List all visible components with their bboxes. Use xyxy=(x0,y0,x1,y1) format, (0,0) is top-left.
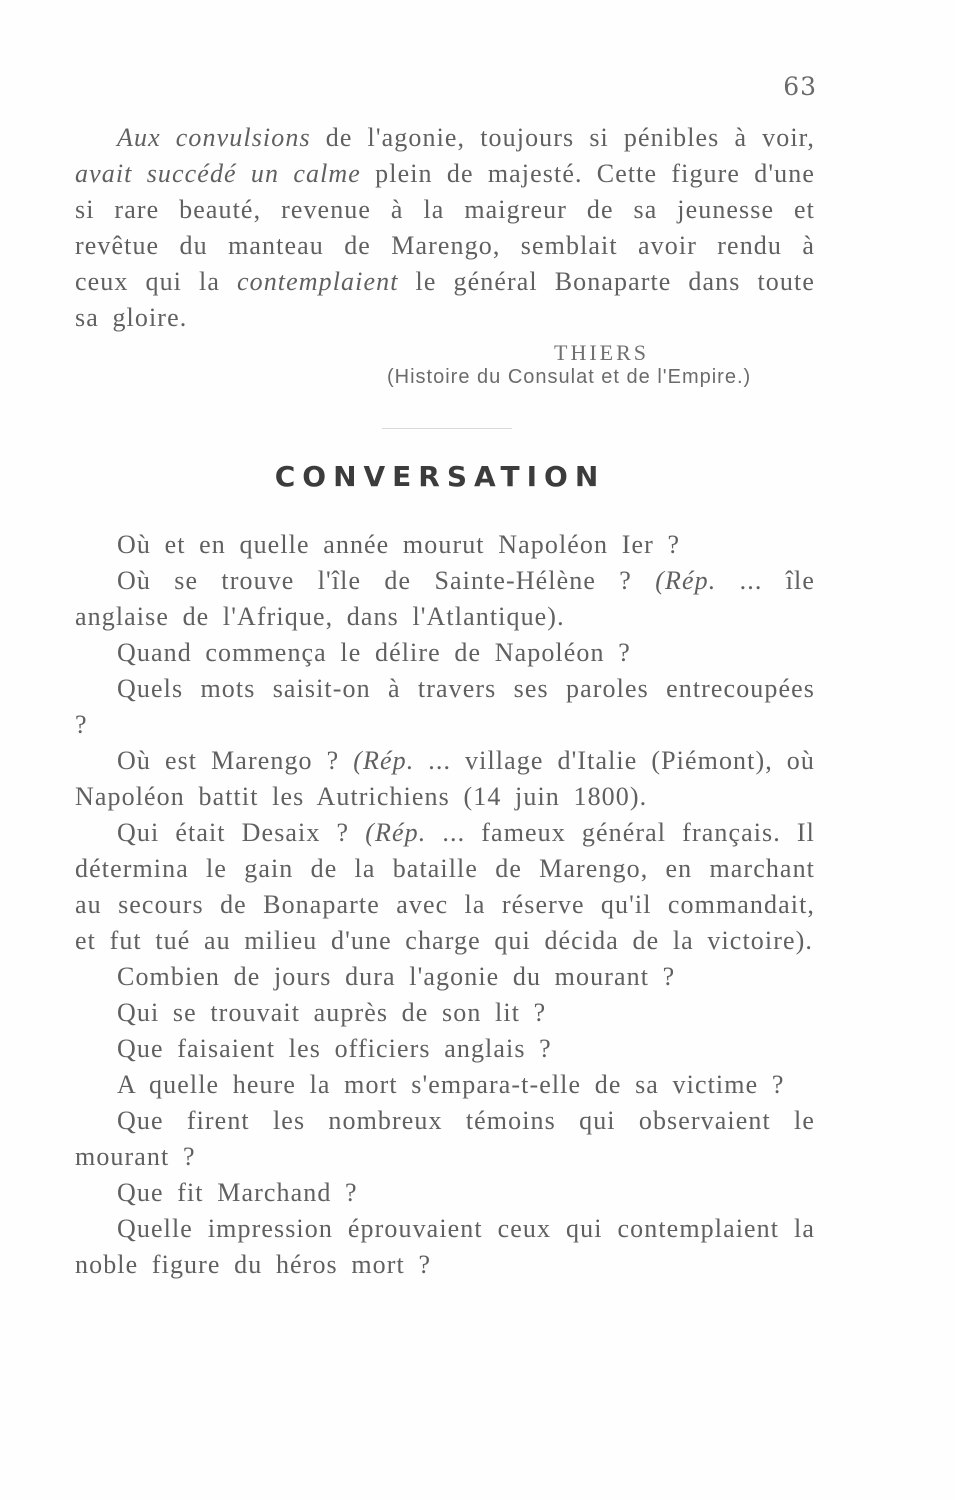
question-text: Qui était Desaix ? xyxy=(117,818,366,847)
quote-source: (Histoire du Consulat et de l'Empire.) xyxy=(387,366,752,388)
question xyxy=(75,563,815,635)
question xyxy=(75,1067,815,1103)
question-text: Où et en quelle année mourut Napoléon Ier ? xyxy=(117,530,681,559)
question xyxy=(75,527,815,563)
question-text: Que firent les nombreux témoins qui observaient le mourant ? xyxy=(75,1106,815,1171)
question xyxy=(75,995,815,1031)
answer-text: ... fameux général français. Il détermina le gain de la bataille de Marengo, en marchant au secours de Bonaparte avec la réserve qu'il commandait, et fut tué au milieu d'une charge qui décida de la victoire). xyxy=(75,818,816,955)
question-text: Qui se trouvait auprès de son lit ? xyxy=(117,998,547,1027)
section-divider xyxy=(382,428,512,429)
italic-phrase: contemplaient xyxy=(236,267,399,296)
question-text: Que fit Marchand ? xyxy=(117,1178,358,1207)
reponse-marker: (Rép. xyxy=(365,818,427,847)
question-text: Quels mots saisit-on à travers ses paroles entrecoupées ? xyxy=(75,674,815,739)
quotation-paragraph xyxy=(75,120,815,336)
italic-phrase: Aux convulsions xyxy=(117,123,311,152)
question-text: Où se trouve l'île de Sainte-Hélène ? xyxy=(117,566,656,595)
question xyxy=(75,1211,815,1283)
question xyxy=(75,959,815,995)
quote-text-segment: de l'agonie, toujours si pénibles à voir, xyxy=(310,123,815,152)
question xyxy=(75,1175,815,1211)
quote-author: THIERS xyxy=(554,340,649,365)
italic-phrase: avait succédé un calme xyxy=(75,159,361,188)
question xyxy=(75,671,815,743)
page-number: 63 xyxy=(783,72,817,101)
question-text: A quelle heure la mort s'empara-t-elle de sa victime ? xyxy=(117,1070,785,1099)
question xyxy=(75,743,815,815)
question xyxy=(75,1031,815,1067)
quote-text-segment: le général Bonaparte dans toute sa gloire. xyxy=(75,267,815,332)
answer-text: ... village d'Italie (Piémont), où Napoléon battit les Autrichiens (14 juin 1800). xyxy=(75,746,815,811)
question xyxy=(75,815,815,959)
quote-text-segment: plein de majesté. Cette figure d'une si rare beauté, revenue à la maigreur de sa jeunesse et revêtue du manteau de Marengo, semblait avoir rendu à ceux qui la xyxy=(75,159,816,296)
section-title: CONVERSATION xyxy=(274,460,606,493)
conversation-questions xyxy=(75,527,815,1283)
reponse-marker: (Rép. xyxy=(655,566,717,595)
question xyxy=(75,635,815,671)
answer-text: ... île anglaise de l'Afrique, dans l'Atlantique). xyxy=(75,566,815,631)
question-text: Quand commença le délire de Napoléon ? xyxy=(117,638,631,667)
question-text: Combien de jours dura l'agonie du mourant ? xyxy=(117,962,676,991)
question-text: Quelle impression éprouvaient ceux qui contemplaient la noble figure du héros mort ? xyxy=(75,1214,815,1279)
question-text: Que faisaient les officiers anglais ? xyxy=(117,1034,552,1063)
question xyxy=(75,1103,815,1175)
question-text: Où est Marengo ? xyxy=(117,746,354,775)
quotation-text xyxy=(75,120,815,336)
reponse-marker: (Rép. xyxy=(353,746,415,775)
